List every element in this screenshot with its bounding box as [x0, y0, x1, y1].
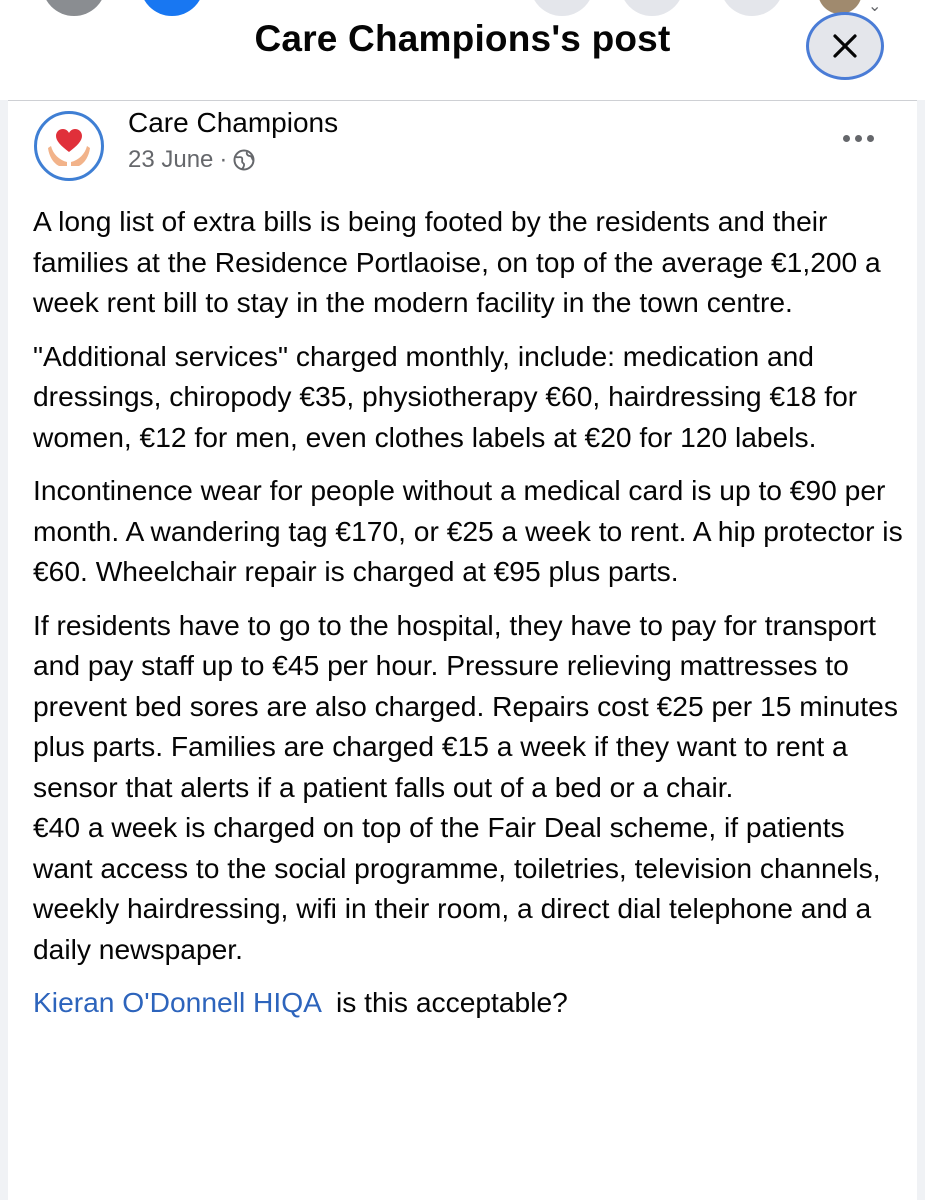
mention-link[interactable]: Kieran O'Donnell HIQA [33, 986, 322, 1018]
dialog-title: Care Champions's post [254, 18, 671, 59]
page-avatar[interactable] [34, 111, 104, 181]
top-navigation-bar [0, 0, 925, 100]
post-paragraph: A long list of extra bills is being footed by the residents and their families at the Residence Portlaoise, on top of the average €1,200 a week rent bill to stay in the modern facility in the town centre. [33, 205, 881, 318]
closing-text: is this acceptable? [335, 986, 568, 1018]
post-paragraph: If residents have to go to the hospital, they have to pay for transport and pay staff up to €45 per hour. Pressure relieving mattresses to prevent bed sores are also charged. Repairs cost €25 per 15 minutes plus parts. Families are charged €15 a week if they want to rent a sensor that alerts if a patient falls out of a bed or a chair. [33, 608, 898, 803]
nav-button[interactable] [720, 0, 784, 16]
close-button[interactable] [806, 12, 884, 80]
more-options-icon[interactable] [836, 123, 880, 153]
post-paragraph: €40 a week is charged on top of the Fair Deal scheme, if patients want access to the social programme, toiletries, television channels, weekly hairdressing, wifi in their room, a direct dial telephone and a daily newspaper. [33, 811, 881, 965]
nav-button[interactable] [42, 0, 106, 16]
heart-hands-logo [39, 116, 99, 176]
meta-separator: · [219, 146, 228, 173]
facebook-logo-icon[interactable] [140, 0, 204, 16]
post-paragraph: Incontinence wear for people without a medical card is up to €90 per month. A wandering tag €170, or €25 a week to rent. A hip protector is €60. Wheelchair repair is charged at €95 plus parts. [33, 474, 903, 587]
post-author[interactable]: Care Champions [128, 107, 339, 138]
post-body [33, 201, 905, 1036]
post-closing-line [33, 982, 905, 1023]
chevron-down-icon[interactable]: ⌄ [868, 0, 882, 15]
nav-button[interactable] [530, 0, 594, 16]
globe-icon[interactable] [233, 149, 255, 171]
post-meta [128, 146, 255, 174]
post-card [8, 101, 917, 1200]
post-date[interactable]: 23 June [128, 146, 214, 173]
close-icon [830, 31, 860, 61]
nav-button[interactable] [620, 0, 684, 16]
post-paragraph: "Additional services" charged monthly, include: medication and dressings, chiropody €35, physiotherapy €60, hairdressing €18 for women, €12 for men, even clothes labels at €20 for 120 labels. [33, 339, 858, 453]
